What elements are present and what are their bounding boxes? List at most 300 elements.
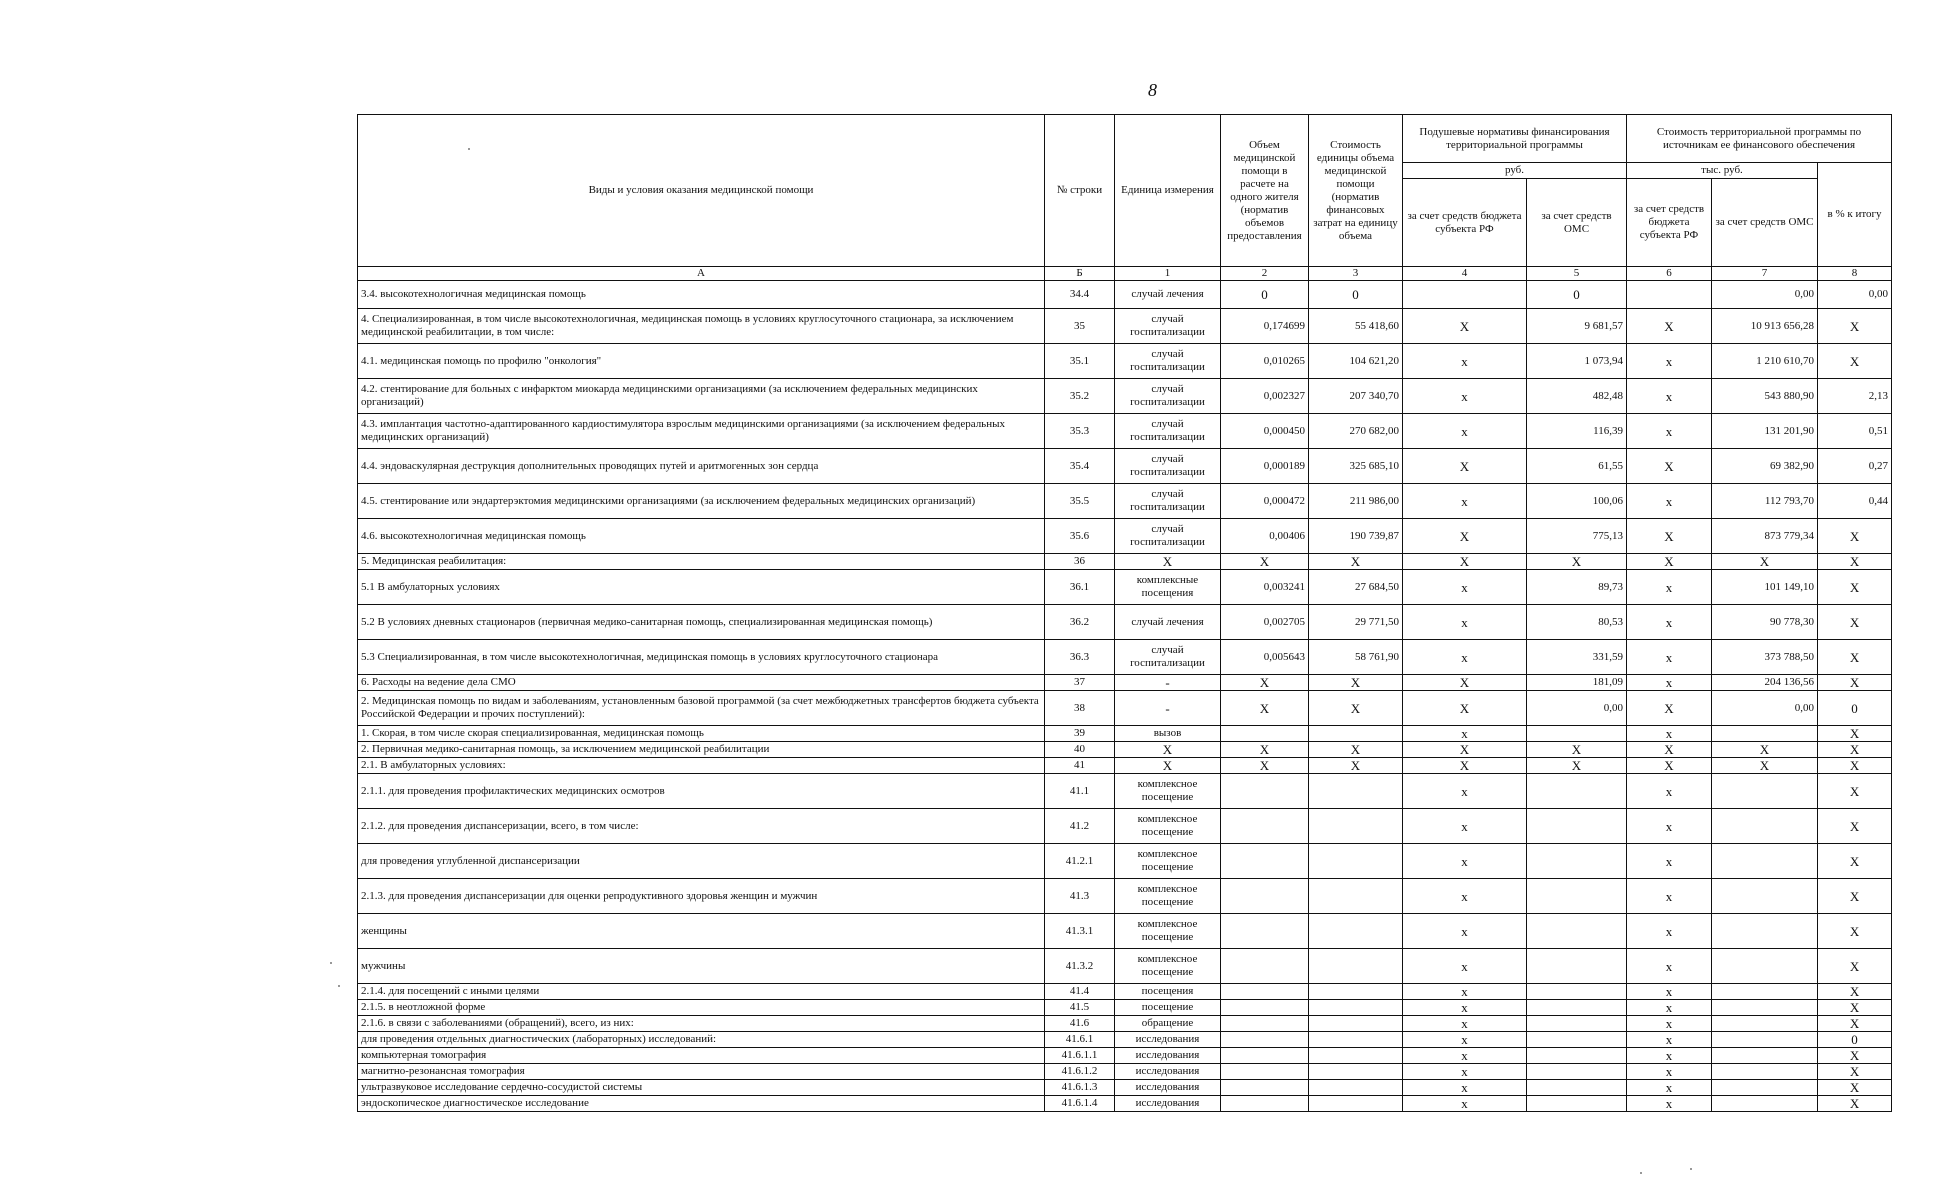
cost-cell: 211 986,00 (1309, 484, 1403, 519)
table-row (358, 844, 1892, 879)
row-number: 34.4 (1045, 281, 1115, 309)
percent-cell: X (1818, 1080, 1892, 1096)
budget-per-capita-cell: x (1403, 414, 1527, 449)
table-row (358, 1080, 1892, 1096)
header-oms-short: за счет средств ОМС (1712, 179, 1818, 267)
table-row (358, 1000, 1892, 1016)
column-index: Б (1045, 267, 1115, 281)
budget-total-cell: x (1627, 809, 1712, 844)
unit-cell: случай госпитализации (1115, 640, 1221, 675)
cost-cell (1309, 726, 1403, 742)
row-name: 4.4. эндоваскулярная деструкция дополнительных проводящих путей и аритмогенных зон сердца (358, 449, 1045, 484)
row-number: 41.6 (1045, 1016, 1115, 1032)
table-row (358, 691, 1892, 726)
oms-per-capita-cell (1527, 984, 1627, 1000)
row-name: магнитно-резонансная томография (358, 1064, 1045, 1080)
oms-per-capita-cell: 1 073,94 (1527, 344, 1627, 379)
unit-cell: комплексное посещение (1115, 809, 1221, 844)
unit-cell: посещения (1115, 984, 1221, 1000)
row-name: 4.6. высокотехнологичная медицинская помощь (358, 519, 1045, 554)
header-unit: Единица измерения (1115, 115, 1221, 267)
cost-cell (1309, 984, 1403, 1000)
budget-per-capita-cell: X (1403, 742, 1527, 758)
row-number: 41 (1045, 758, 1115, 774)
budget-per-capita-cell: x (1403, 914, 1527, 949)
header-name: Виды и условия оказания медицинской помощи (358, 115, 1045, 267)
percent-cell: X (1818, 1000, 1892, 1016)
volume-cell: 0,000450 (1221, 414, 1309, 449)
budget-per-capita-cell: X (1403, 691, 1527, 726)
budget-total-cell: x (1627, 605, 1712, 640)
row-name: 2.1.1. для проведения профилактических медицинских осмотров (358, 774, 1045, 809)
row-name: для проведения отдельных диагностических (лабораторных) исследований: (358, 1032, 1045, 1048)
scan-speck (330, 962, 332, 964)
percent-cell: X (1818, 844, 1892, 879)
volume-cell: X (1221, 758, 1309, 774)
row-number: 36.2 (1045, 605, 1115, 640)
table-row (358, 605, 1892, 640)
unit-cell: случай госпитализации (1115, 484, 1221, 519)
budget-total-cell: x (1627, 984, 1712, 1000)
row-number: 41.3 (1045, 879, 1115, 914)
table-row (358, 1048, 1892, 1064)
unit-cell: комплексное посещение (1115, 879, 1221, 914)
unit-cell: - (1115, 675, 1221, 691)
row-name: 2. Первичная медико-санитарная помощь, за исключением медицинской реабилитации (358, 742, 1045, 758)
cost-cell (1309, 1016, 1403, 1032)
unit-cell: случай госпитализации (1115, 379, 1221, 414)
cost-cell: 55 418,60 (1309, 309, 1403, 344)
volume-cell: 0,000189 (1221, 449, 1309, 484)
row-name: 5. Медицинская реабилитация: (358, 554, 1045, 570)
table-row (358, 281, 1892, 309)
unit-cell: - (1115, 691, 1221, 726)
budget-total-cell: X (1627, 449, 1712, 484)
oms-per-capita-cell: X (1527, 758, 1627, 774)
row-number: 41.6.1.3 (1045, 1080, 1115, 1096)
oms-per-capita-cell: 80,53 (1527, 605, 1627, 640)
budget-per-capita-cell: x (1403, 1096, 1527, 1112)
unit-cell: вызов (1115, 726, 1221, 742)
volume-cell: X (1221, 675, 1309, 691)
column-index: 7 (1712, 267, 1818, 281)
volume-cell: 0 (1221, 281, 1309, 309)
oms-per-capita-cell: 116,39 (1527, 414, 1627, 449)
row-name: 2. Медицинская помощь по видам и заболеваниям, установленным базовой программой (за счет межбюджетных трансфертов бюджета субъекта Российской Федерации и прочих поступлений): (358, 691, 1045, 726)
budget-per-capita-cell: x (1403, 774, 1527, 809)
budget-total-cell: X (1627, 758, 1712, 774)
row-name: 4.3. имплантация частотно-адаптированного кардиостимулятора взрослым медицинскими организациями (за исключением федеральных медицинских организаций) (358, 414, 1045, 449)
row-number: 35.4 (1045, 449, 1115, 484)
scan-speck (338, 985, 340, 987)
column-index: 6 (1627, 267, 1712, 281)
percent-cell: 0 (1818, 691, 1892, 726)
budget-total-cell: x (1627, 1096, 1712, 1112)
header-volume: Объем медицинской помощи в расчете на одного жителя (норматив объемов предоставления (1221, 115, 1309, 267)
table-row (358, 1064, 1892, 1080)
volume-cell (1221, 809, 1309, 844)
row-name: мужчины (358, 949, 1045, 984)
budget-total-cell: x (1627, 1048, 1712, 1064)
unit-cell: посещение (1115, 1000, 1221, 1016)
norms-table (357, 114, 1892, 1112)
row-number: 35.6 (1045, 519, 1115, 554)
budget-total-cell: x (1627, 344, 1712, 379)
volume-cell (1221, 1048, 1309, 1064)
budget-per-capita-cell: x (1403, 879, 1527, 914)
oms-total-cell: X (1712, 554, 1818, 570)
budget-total-cell: x (1627, 844, 1712, 879)
row-name: 2.1.5. в неотложной форме (358, 1000, 1045, 1016)
budget-per-capita-cell: x (1403, 1016, 1527, 1032)
oms-total-cell (1712, 844, 1818, 879)
volume-cell (1221, 1000, 1309, 1016)
volume-cell: 0,002327 (1221, 379, 1309, 414)
unit-cell: случай лечения (1115, 605, 1221, 640)
unit-cell: обращение (1115, 1016, 1221, 1032)
row-name: 2.1.4. для посещений с иными целями (358, 984, 1045, 1000)
column-index: 1 (1115, 267, 1221, 281)
unit-cell: случай госпитализации (1115, 519, 1221, 554)
table-row (358, 414, 1892, 449)
oms-per-capita-cell (1527, 949, 1627, 984)
budget-per-capita-cell: x (1403, 726, 1527, 742)
percent-cell: X (1818, 605, 1892, 640)
volume-cell: 0,003241 (1221, 570, 1309, 605)
row-number: 41.2 (1045, 809, 1115, 844)
row-name: компьютерная томография (358, 1048, 1045, 1064)
oms-per-capita-cell (1527, 914, 1627, 949)
cost-cell (1309, 1096, 1403, 1112)
percent-cell: X (1818, 309, 1892, 344)
budget-total-cell: x (1627, 774, 1712, 809)
percent-cell: X (1818, 570, 1892, 605)
budget-total-cell: x (1627, 879, 1712, 914)
oms-per-capita-cell (1527, 879, 1627, 914)
table-row (358, 449, 1892, 484)
oms-per-capita-cell (1527, 1016, 1627, 1032)
budget-per-capita-cell: x (1403, 844, 1527, 879)
page-number: 8 (1148, 80, 1157, 100)
percent-cell: X (1818, 1096, 1892, 1112)
column-index: 5 (1527, 267, 1627, 281)
percent-cell: X (1818, 809, 1892, 844)
percent-cell: X (1818, 758, 1892, 774)
table-row (358, 1032, 1892, 1048)
unit-cell: X (1115, 742, 1221, 758)
budget-total-cell: x (1627, 640, 1712, 675)
oms-total-cell (1712, 1016, 1818, 1032)
budget-per-capita-cell (1403, 281, 1527, 309)
oms-total-cell: 204 136,56 (1712, 675, 1818, 691)
volume-cell: X (1221, 554, 1309, 570)
oms-total-cell (1712, 984, 1818, 1000)
scan-speck (1640, 1172, 1642, 1174)
budget-total-cell: x (1627, 1016, 1712, 1032)
budget-per-capita-cell: X (1403, 554, 1527, 570)
percent-cell: X (1818, 1064, 1892, 1080)
table-row (358, 379, 1892, 414)
row-name: 1. Скорая, в том числе скорая специализированная, медицинская помощь (358, 726, 1045, 742)
oms-per-capita-cell: 100,06 (1527, 484, 1627, 519)
row-number: 35.5 (1045, 484, 1115, 519)
volume-cell: X (1221, 742, 1309, 758)
row-name: 2.1.3. для проведения диспансеризации для оценки репродуктивного здоровья женщин и мужчин (358, 879, 1045, 914)
row-number: 36.3 (1045, 640, 1115, 675)
header-cost: Стоимость единицы объема медицинской помощи (норматив финансовых затрат на единицу объема (1309, 115, 1403, 267)
oms-total-cell (1712, 1096, 1818, 1112)
header-cost-group: Стоимость территориальной программы по источникам ее финансового обеспечения (1627, 115, 1892, 163)
budget-total-cell: X (1627, 309, 1712, 344)
oms-total-cell (1712, 1064, 1818, 1080)
header-thous-rub: тыс. руб. (1627, 163, 1818, 179)
row-name: 5.1 В амбулаторных условиях (358, 570, 1045, 605)
row-number: 41.6.1 (1045, 1032, 1115, 1048)
oms-total-cell (1712, 1080, 1818, 1096)
row-number: 38 (1045, 691, 1115, 726)
volume-cell (1221, 1016, 1309, 1032)
budget-per-capita-cell: X (1403, 758, 1527, 774)
cost-cell (1309, 1048, 1403, 1064)
table-row (358, 1016, 1892, 1032)
unit-cell: случай госпитализации (1115, 309, 1221, 344)
oms-per-capita-cell (1527, 809, 1627, 844)
oms-per-capita-cell: 89,73 (1527, 570, 1627, 605)
cost-cell: X (1309, 758, 1403, 774)
percent-cell: X (1818, 774, 1892, 809)
oms-per-capita-cell: X (1527, 742, 1627, 758)
percent-cell: 2,13 (1818, 379, 1892, 414)
table-row (358, 758, 1892, 774)
table-row (358, 726, 1892, 742)
table-row (358, 809, 1892, 844)
unit-cell: исследования (1115, 1048, 1221, 1064)
cost-cell (1309, 1032, 1403, 1048)
row-number: 36.1 (1045, 570, 1115, 605)
oms-per-capita-cell (1527, 844, 1627, 879)
oms-total-cell: 0,00 (1712, 691, 1818, 726)
table-row (358, 879, 1892, 914)
oms-per-capita-cell (1527, 1064, 1627, 1080)
table-row (358, 344, 1892, 379)
budget-total-cell: x (1627, 1032, 1712, 1048)
table-row (358, 1096, 1892, 1112)
oms-per-capita-cell (1527, 774, 1627, 809)
row-name: для проведения углубленной диспансеризации (358, 844, 1045, 879)
budget-per-capita-cell: X (1403, 519, 1527, 554)
volume-cell: 0,010265 (1221, 344, 1309, 379)
oms-per-capita-cell (1527, 726, 1627, 742)
oms-per-capita-cell: 181,09 (1527, 675, 1627, 691)
cost-cell (1309, 879, 1403, 914)
budget-per-capita-cell: x (1403, 984, 1527, 1000)
budget-total-cell: X (1627, 554, 1712, 570)
row-number: 41.3.1 (1045, 914, 1115, 949)
oms-total-cell (1712, 726, 1818, 742)
budget-total-cell: X (1627, 519, 1712, 554)
volume-cell (1221, 844, 1309, 879)
unit-cell: исследования (1115, 1064, 1221, 1080)
cost-cell: X (1309, 691, 1403, 726)
row-number: 41.1 (1045, 774, 1115, 809)
budget-per-capita-cell: X (1403, 449, 1527, 484)
oms-per-capita-cell (1527, 1096, 1627, 1112)
oms-total-cell: X (1712, 742, 1818, 758)
table-row (358, 949, 1892, 984)
unit-cell: случай лечения (1115, 281, 1221, 309)
cost-cell: 29 771,50 (1309, 605, 1403, 640)
oms-total-cell (1712, 879, 1818, 914)
percent-cell: 0 (1818, 1032, 1892, 1048)
volume-cell (1221, 914, 1309, 949)
table-row (358, 774, 1892, 809)
row-number: 41.3.2 (1045, 949, 1115, 984)
percent-cell: X (1818, 949, 1892, 984)
table-body (358, 267, 1892, 1112)
oms-per-capita-cell: 775,13 (1527, 519, 1627, 554)
oms-per-capita-cell (1527, 1000, 1627, 1016)
oms-total-cell: 373 788,50 (1712, 640, 1818, 675)
budget-total-cell: x (1627, 484, 1712, 519)
cost-cell: 104 621,20 (1309, 344, 1403, 379)
row-number: 37 (1045, 675, 1115, 691)
row-number: 36 (1045, 554, 1115, 570)
unit-cell: случай госпитализации (1115, 414, 1221, 449)
row-name: 4.5. стентирование или эндартерэктомия медицинскими организациями (за исключением федеральных медицинских организаций) (358, 484, 1045, 519)
header-rub: руб. (1403, 163, 1627, 179)
budget-per-capita-cell: x (1403, 570, 1527, 605)
budget-per-capita-cell: x (1403, 1048, 1527, 1064)
unit-cell: случай госпитализации (1115, 344, 1221, 379)
budget-total-cell: x (1627, 1064, 1712, 1080)
row-number: 41.5 (1045, 1000, 1115, 1016)
percent-cell: 0,44 (1818, 484, 1892, 519)
row-number: 41.6.1.2 (1045, 1064, 1115, 1080)
row-number: 35.3 (1045, 414, 1115, 449)
row-name: женщины (358, 914, 1045, 949)
percent-cell: X (1818, 519, 1892, 554)
oms-total-cell: 112 793,70 (1712, 484, 1818, 519)
volume-cell (1221, 1096, 1309, 1112)
volume-cell (1221, 879, 1309, 914)
table-row (358, 675, 1892, 691)
cost-cell: 325 685,10 (1309, 449, 1403, 484)
percent-cell: 0,27 (1818, 449, 1892, 484)
row-name: 6. Расходы на ведение дела СМО (358, 675, 1045, 691)
table-row (358, 984, 1892, 1000)
cost-cell: X (1309, 675, 1403, 691)
table-row (358, 519, 1892, 554)
unit-cell: исследования (1115, 1080, 1221, 1096)
header-budget-rf: за счет средств бюджета субъекта РФ (1403, 179, 1527, 267)
oms-total-cell: 69 382,90 (1712, 449, 1818, 484)
oms-total-cell (1712, 1000, 1818, 1016)
oms-total-cell: 873 779,34 (1712, 519, 1818, 554)
budget-total-cell: x (1627, 726, 1712, 742)
row-number: 35.2 (1045, 379, 1115, 414)
budget-total-cell: x (1627, 914, 1712, 949)
budget-per-capita-cell: x (1403, 949, 1527, 984)
budget-total-cell: X (1627, 691, 1712, 726)
cost-cell: 270 682,00 (1309, 414, 1403, 449)
row-name: 2.1. В амбулаторных условиях: (358, 758, 1045, 774)
table-row (358, 640, 1892, 675)
unit-cell: исследования (1115, 1096, 1221, 1112)
percent-cell: X (1818, 640, 1892, 675)
budget-per-capita-cell: x (1403, 809, 1527, 844)
volume-cell (1221, 726, 1309, 742)
budget-per-capita-cell: x (1403, 605, 1527, 640)
cost-cell: X (1309, 742, 1403, 758)
budget-total-cell: x (1627, 570, 1712, 605)
volume-cell (1221, 1064, 1309, 1080)
percent-cell: 0,00 (1818, 281, 1892, 309)
table-row (358, 554, 1892, 570)
budget-per-capita-cell: x (1403, 484, 1527, 519)
budget-total-cell: X (1627, 742, 1712, 758)
oms-per-capita-cell (1527, 1080, 1627, 1096)
budget-per-capita-cell: x (1403, 379, 1527, 414)
unit-cell: комплексное посещение (1115, 914, 1221, 949)
unit-cell: комплексное посещение (1115, 844, 1221, 879)
row-name: 4. Специализированная, в том числе высокотехнологичная, медицинская помощь в условиях круглосуточного стационара, за исключением медицинской реабилитации, в том числе: (358, 309, 1045, 344)
cost-cell: 58 761,90 (1309, 640, 1403, 675)
cost-cell (1309, 774, 1403, 809)
percent-cell: X (1818, 1016, 1892, 1032)
cost-cell: 27 684,50 (1309, 570, 1403, 605)
oms-total-cell (1712, 1048, 1818, 1064)
unit-cell: исследования (1115, 1032, 1221, 1048)
oms-per-capita-cell: X (1527, 554, 1627, 570)
row-number: 41.6.1.1 (1045, 1048, 1115, 1064)
percent-cell: X (1818, 726, 1892, 742)
row-number: 41.2.1 (1045, 844, 1115, 879)
volume-cell: 0,002705 (1221, 605, 1309, 640)
row-name: 2.1.2. для проведения диспансеризации, всего, в том числе: (358, 809, 1045, 844)
budget-per-capita-cell: x (1403, 344, 1527, 379)
oms-total-cell (1712, 914, 1818, 949)
column-index: 2 (1221, 267, 1309, 281)
percent-cell: X (1818, 675, 1892, 691)
row-name: 4.1. медицинская помощь по профилю "онкология" (358, 344, 1045, 379)
volume-cell (1221, 1080, 1309, 1096)
oms-total-cell: 131 201,90 (1712, 414, 1818, 449)
row-name: 5.2 В условиях дневных стационаров (первичная медико-санитарная помощь, специализированная медицинская помощь) (358, 605, 1045, 640)
unit-cell: случай госпитализации (1115, 449, 1221, 484)
oms-total-cell: 1 210 610,70 (1712, 344, 1818, 379)
row-number: 40 (1045, 742, 1115, 758)
oms-total-cell (1712, 809, 1818, 844)
budget-total-cell: x (1627, 379, 1712, 414)
budget-per-capita-cell: X (1403, 309, 1527, 344)
budget-per-capita-cell: x (1403, 1080, 1527, 1096)
percent-cell: X (1818, 1048, 1892, 1064)
volume-cell (1221, 774, 1309, 809)
cost-cell (1309, 844, 1403, 879)
budget-total-cell: x (1627, 414, 1712, 449)
budget-per-capita-cell: x (1403, 640, 1527, 675)
column-index: 3 (1309, 267, 1403, 281)
header-row-no: № строки (1045, 115, 1115, 267)
unit-cell: X (1115, 758, 1221, 774)
oms-total-cell (1712, 1032, 1818, 1048)
table-row (358, 309, 1892, 344)
percent-cell: X (1818, 914, 1892, 949)
row-name: ультразвуковое исследование сердечно-сосудистой системы (358, 1080, 1045, 1096)
cost-cell (1309, 1000, 1403, 1016)
oms-per-capita-cell: 9 681,57 (1527, 309, 1627, 344)
oms-total-cell (1712, 949, 1818, 984)
